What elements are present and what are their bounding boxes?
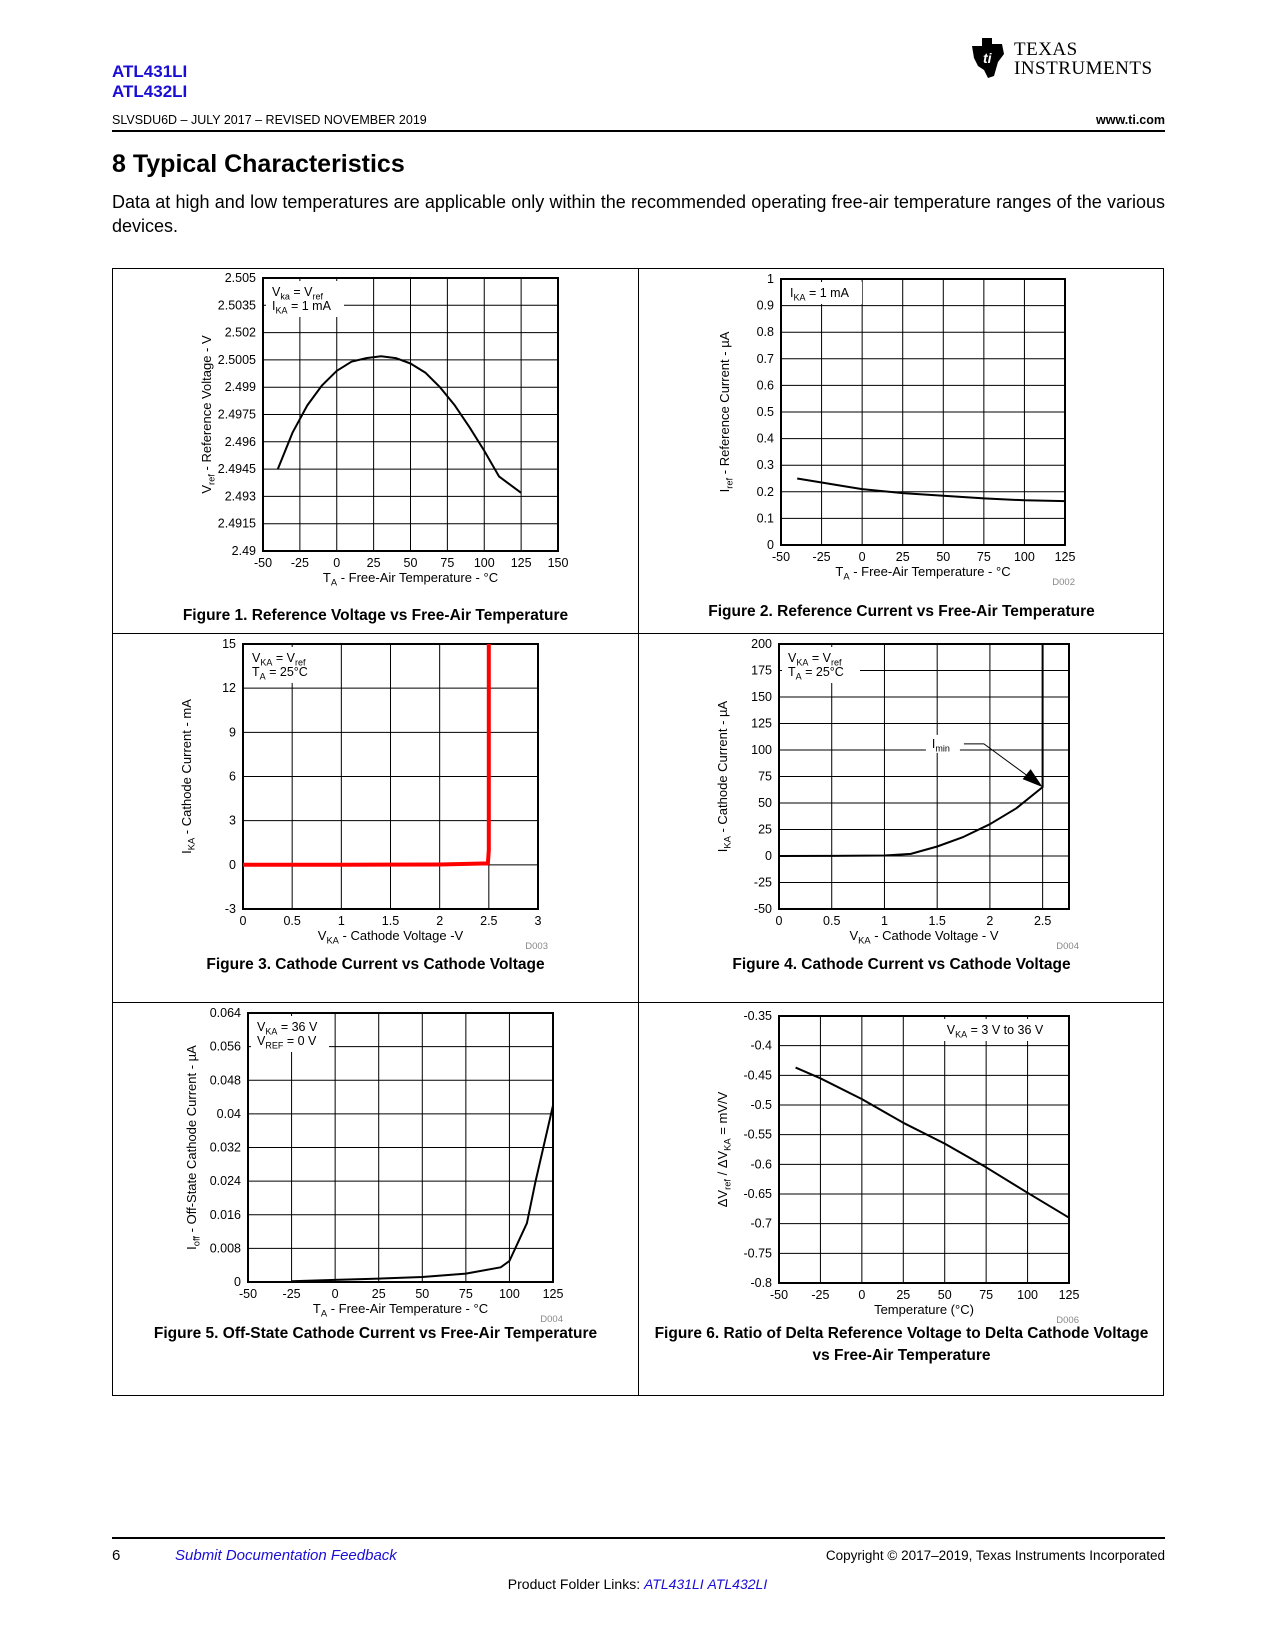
figure-cell-1	[113, 269, 638, 633]
legend-entry: $V_{ka} = V_{ref}$	[272, 285, 323, 302]
figure-cell-4	[639, 634, 1164, 1002]
figure-3-chart	[113, 634, 638, 1002]
svg-text:ti: ti	[983, 50, 992, 66]
copyright: Copyright © 2017–2019, Texas Instruments Incorporated	[825, 1548, 1165, 1563]
x-tick-label: 2.5	[480, 914, 498, 928]
x-axis-label: $V_{KA}$ - Cathode Voltage -V	[317, 928, 464, 946]
figure-4-chart	[639, 634, 1164, 1002]
x-tick-label: 25	[895, 550, 910, 564]
y-tick-label: -0.45	[743, 1068, 772, 1083]
y-tick-label: 0	[229, 857, 236, 872]
y-tick-label: 200	[751, 637, 772, 651]
y-tick-label: 2.493	[224, 489, 256, 504]
y-tick-label: 3	[229, 813, 236, 828]
y-tick-label: 12	[222, 681, 236, 696]
y-tick-label: 2.4915	[217, 516, 256, 531]
annotation-leader	[964, 744, 1035, 781]
figure-code: D003	[525, 941, 548, 952]
plot-frame	[779, 1016, 1069, 1283]
y-tick-label: 0.016	[209, 1207, 241, 1222]
y-tick-label: 0.008	[209, 1241, 241, 1256]
y-tick-label: 0	[765, 849, 772, 863]
section-intro: Data at high and low temperatures are applicable only within the recommended operating free-air temperature ranges of the various devices.	[112, 192, 1165, 236]
y-tick-label: -0.35	[743, 1009, 772, 1023]
y-tick-label: -0.6	[750, 1157, 772, 1172]
x-tick-label: 2.5	[1033, 914, 1052, 928]
y-tick-label: 2.4945	[217, 462, 256, 477]
part-numbers	[112, 62, 187, 102]
x-tick-label: 0.5	[283, 914, 301, 928]
x-tick-label: 150	[547, 556, 569, 570]
ti-logo	[966, 36, 1166, 86]
y-tick-label: 0.024	[209, 1174, 241, 1189]
y-tick-label: 0.5	[756, 405, 774, 419]
legend-entry: $T_A = 25^\circ C$	[788, 665, 844, 682]
figure-2-chart	[639, 269, 1164, 633]
ti-logo-text	[1014, 40, 1153, 78]
y-tick-label: 2.505	[224, 271, 256, 285]
x-tick-label: 2	[986, 914, 994, 928]
y-tick-label: 9	[229, 725, 236, 740]
x-tick-label: 0	[333, 556, 341, 570]
y-tick-label: 0.048	[209, 1073, 241, 1088]
x-tick-label: 100	[473, 556, 495, 570]
x-tick-label: 0	[331, 1287, 339, 1301]
figure-code: D006	[1056, 1315, 1079, 1326]
legend-entry: $I_{KA} = 1$ mA	[272, 299, 331, 316]
x-tick-label: 75	[976, 550, 991, 564]
y-tick-label: 0.8	[756, 325, 774, 340]
x-tick-label: 25	[371, 1287, 386, 1301]
legend-entry: $V_{KA} = 36$ V	[257, 1020, 318, 1037]
y-tick-label: -0.4	[750, 1038, 772, 1053]
x-tick-label: 1	[880, 914, 888, 928]
y-tick-label: -0.8	[750, 1276, 772, 1290]
y-tick-label: 0.056	[209, 1039, 241, 1054]
x-axis-label: $V_{KA}$ - Cathode Voltage - V	[849, 928, 999, 946]
x-tick-label: 1	[337, 914, 345, 928]
figure-2-caption: Figure 2. Reference Current vs Free-Air Temperature	[708, 603, 1095, 620]
x-tick-label: 100	[1017, 1288, 1039, 1302]
legend-entry: $V_{REF} = 0$ V	[257, 1034, 317, 1051]
y-tick-label: -3	[224, 902, 236, 916]
x-axis-label: $T_A$ - Free-Air Temperature - °C	[312, 1301, 489, 1319]
x-tick-label: 1.5	[381, 914, 400, 928]
y-tick-label: 0.7	[756, 351, 774, 366]
x-tick-label: 0.5	[823, 914, 841, 928]
y-tick-label: 0.4	[756, 431, 774, 446]
y-tick-label: 15	[222, 637, 236, 651]
x-tick-label: 0	[858, 1288, 866, 1302]
figure-cell-5	[113, 1003, 638, 1396]
y-tick-label: 2.496	[224, 434, 256, 449]
website-link[interactable]: www.ti.com	[1096, 113, 1165, 127]
folder-links-label: Product Folder Links:	[507, 1576, 644, 1592]
legend-entry: $V_{KA} = V_{ref}$	[252, 651, 306, 668]
x-tick-label: 125	[510, 556, 532, 570]
x-tick-label: 2	[436, 914, 444, 928]
annotation-label: $I_{min}$	[931, 736, 950, 754]
y-tick-label: 0.1	[756, 511, 774, 526]
y-tick-label: 0.3	[756, 458, 774, 473]
x-tick-label: -25	[282, 1287, 301, 1301]
x-tick-label: 75	[979, 1288, 994, 1302]
y-tick-label: 2.5035	[217, 298, 256, 313]
figure-table	[112, 268, 1164, 1396]
logo-line-1: TEXAS	[1014, 39, 1078, 60]
figure-code: D004	[1056, 941, 1079, 952]
logo-line-2: INSTRUMENTS	[1014, 58, 1153, 79]
y-tick-label: 0	[767, 538, 774, 552]
product-folder-links	[0, 1576, 1275, 1592]
x-tick-label: 125	[542, 1287, 564, 1301]
y-tick-label: 150	[751, 690, 772, 704]
x-tick-label: 50	[937, 1288, 952, 1302]
y-tick-label: 50	[758, 796, 772, 810]
legend-entry: $T_A = 25^\circ C$	[252, 665, 308, 682]
x-tick-label: 1.5	[928, 914, 946, 928]
feedback-link[interactable]: Submit Documentation Feedback	[175, 1547, 397, 1564]
y-axis-label: $I_{KA}$ - Cathode Current - mA	[179, 699, 197, 854]
y-tick-label: 0.04	[216, 1106, 241, 1121]
y-tick-label: 0.064	[209, 1006, 241, 1020]
figure-1-chart	[113, 269, 638, 633]
x-tick-label: 0	[775, 914, 783, 928]
x-tick-label: -50	[771, 550, 791, 564]
x-tick-label: -25	[811, 1288, 830, 1302]
y-axis-label: $I_{KA}$ - Cathode Current - µA	[715, 700, 733, 853]
y-tick-label: 175	[751, 663, 772, 678]
figure-4-caption: Figure 4. Cathode Current vs Cathode Voltage	[732, 956, 1071, 973]
y-axis-label: $V_{ref}$ - Reference Voltage - V	[199, 335, 217, 494]
annotation-arrowhead	[1023, 769, 1043, 787]
legend-entry: $V_{KA} = V_{ref}$	[788, 651, 842, 668]
section-title: 8 Typical Characteristics	[112, 150, 405, 178]
y-tick-label: 2.502	[224, 325, 256, 340]
x-tick-label: 25	[896, 1288, 911, 1302]
x-tick-label: -25	[812, 550, 831, 564]
header-divider	[112, 130, 1165, 132]
y-tick-label: 2.4975	[217, 407, 256, 422]
y-tick-label: -0.65	[743, 1187, 772, 1201]
footer-divider	[112, 1537, 1165, 1539]
y-tick-label: 2.499	[224, 380, 256, 395]
y-axis-label: $\Delta V_{ref} / \Delta V_{KA} = mV/V$	[715, 1091, 733, 1208]
x-tick-label: 3	[534, 914, 542, 928]
y-tick-label: 25	[758, 822, 772, 837]
y-tick-label: -0.55	[743, 1127, 772, 1142]
x-axis-label: Temperature (°C)	[874, 1302, 974, 1317]
figure-1-caption: Figure 1. Reference Voltage vs Free-Air Temperature	[182, 607, 569, 624]
figure-cell-2	[639, 269, 1164, 633]
y-axis-label: $I_{ref}$ - Reference Current - µA	[717, 331, 735, 493]
x-tick-label: 25	[366, 556, 381, 570]
x-tick-label: 75	[458, 1287, 473, 1301]
folder-link-atl431li[interactable]: ATL431LI	[643, 1576, 704, 1592]
x-tick-label: 100	[1013, 550, 1035, 564]
x-tick-label: 50	[403, 556, 418, 570]
x-tick-label: 50	[936, 550, 951, 564]
figure-cell-3	[113, 634, 638, 1002]
ti-state-icon	[966, 36, 1010, 80]
y-tick-label: 100	[751, 743, 772, 757]
y-tick-label: 75	[758, 769, 772, 784]
figure-3-caption: Figure 3. Cathode Current vs Cathode Voltage	[206, 956, 545, 973]
y-axis-label: $I_{off}$ - Off-State Cathode Current - µA	[184, 1045, 202, 1250]
x-axis-label: $T_A$ - Free-Air Temperature - °C	[835, 564, 1011, 582]
figure-code: D004	[540, 1314, 563, 1325]
y-tick-label: -0.5	[750, 1098, 772, 1112]
y-tick-label: 1	[767, 272, 774, 286]
y-tick-label: 0.9	[756, 298, 774, 313]
legend-entry: $V_{KA} = 3$ V to 36 V	[946, 1023, 1044, 1040]
y-tick-label: 0.2	[756, 484, 774, 499]
legend-entry: $I_{KA} = 1$ mA	[790, 286, 849, 303]
x-tick-label: -50	[769, 1288, 789, 1302]
part-number-1[interactable]: ATL431LI	[112, 62, 188, 81]
figure-code: D002	[1052, 577, 1075, 588]
figure-cell-6	[639, 1003, 1164, 1396]
figure-5-caption: Figure 5. Off-State Cathode Current vs Free-Air Temperature	[153, 1325, 598, 1342]
y-tick-label: 0.6	[756, 378, 774, 393]
y-tick-label: 2.49	[231, 544, 256, 558]
document-id: SLVSDU6D – JULY 2017 – REVISED NOVEMBER 2019	[112, 113, 427, 127]
x-tick-label: -25	[290, 556, 309, 570]
x-tick-label: -50	[253, 556, 273, 570]
x-axis-label: $T_A$ - Free-Air Temperature - °C	[322, 570, 499, 588]
x-tick-label: -50	[238, 1287, 258, 1301]
y-tick-label: -25	[753, 875, 772, 890]
folder-link-atl432li[interactable]: ATL432LI	[707, 1576, 768, 1592]
page-number: 6	[112, 1547, 121, 1564]
x-tick-label: 50	[415, 1287, 430, 1301]
y-tick-label: 2.5005	[217, 352, 256, 367]
y-tick-label: -50	[753, 902, 772, 916]
x-tick-label: 75	[440, 556, 455, 570]
y-tick-label: -0.75	[743, 1246, 772, 1261]
part-number-2[interactable]: ATL432LI	[112, 82, 188, 101]
y-tick-label: 125	[751, 716, 772, 731]
y-tick-label: 6	[229, 769, 236, 784]
y-tick-label: -0.7	[750, 1216, 772, 1231]
y-tick-label: 0.032	[209, 1140, 241, 1155]
x-tick-label: 125	[1054, 550, 1076, 564]
x-tick-label: 0	[858, 550, 866, 564]
y-tick-label: 0	[234, 1275, 241, 1289]
figure-6-caption: Figure 6. Ratio of Delta Reference Voltage to Delta Cathode Voltage vs Free-Air Temperature	[654, 1325, 1149, 1364]
x-tick-label: 100	[498, 1287, 520, 1301]
x-tick-label: 125	[1058, 1288, 1080, 1302]
x-tick-label: 0	[239, 914, 247, 928]
